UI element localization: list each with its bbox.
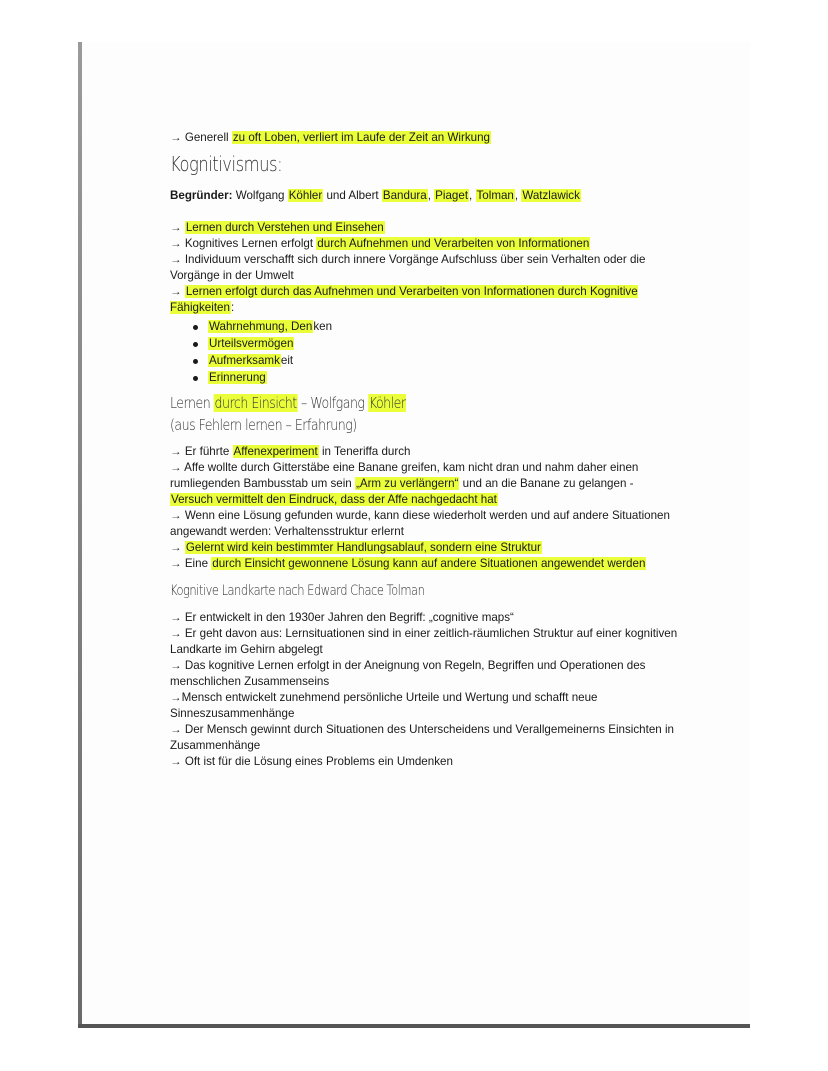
paragraph-line: → Er geht davon aus: Lernsituationen sind in einer zeitlich-räumlichen Struktur auf einer kognitiven Landkarte im Gehirn abgelegt [170, 627, 678, 656]
paragraph-line: →Mensch entwickelt zunehmend persönliche Urteile und Wertung und schafft neue Sinneszusammenhänge [170, 691, 598, 720]
paragraph-line: Versuch vermittelt den Eindruck, dass der Affe nachgedacht hat [171, 493, 497, 506]
paragraph-line: → Eine durch Einsicht gewonnene Lösung kann auf andere Situationen angewendet werden [170, 557, 646, 570]
section-title-einsicht: Lernen durch Einsicht – Wolfgang Köhler [170, 394, 406, 412]
intro-line: → Generell zu oft Loben, verliert im Laufe der Zeit an Wirkung [170, 131, 490, 144]
list-item: Erinnerung [188, 369, 690, 386]
founders-line: Begründer: Wolfgang Köhler und Albert Bandura, Piaget, Tolman, Watzlawick [170, 189, 580, 202]
paragraph-line: → Oft ist für die Lösung eines Problems ein Umdenken [170, 755, 453, 768]
paragraph-line: → Er entwickelt in den 1930er Jahren den Begriff: „cognitive maps“ [170, 611, 514, 624]
paragraph-line: → Das kognitive Lernen erfolgt in der Aneignung von Regeln, Begriffen und Operationen des menschlichen Zusammenseins [170, 659, 646, 688]
scan-shadow-bottom [78, 1024, 750, 1028]
paragraph-line: → Gelernt wird kein bestimmter Handlungsablauf, sondern eine Struktur [170, 541, 541, 554]
abilities-list [188, 318, 690, 386]
paragraph-line: → Lernen erfolgt durch das Aufnehmen und Verarbeiten von Informationen durch Kognitive Fähigkeiten: [170, 285, 638, 314]
paragraph-line: → Wenn eine Lösung gefunden wurde, kann diese wiederholt werden und auf andere Situationen angewandt werden: Verhaltensstruktur erlernt [170, 509, 670, 538]
paragraph-line: → Lernen durch Verstehen und Einsehen [170, 221, 384, 234]
list-item: Wahrnehmung, Denken [188, 318, 690, 335]
list-item: Aufmerksamkeit [188, 352, 690, 369]
section-subtitle: (aus Fehlern lernen – Erfahrung) [170, 416, 357, 434]
paragraph-line: → Er führte Affenexperiment in Teneriffa durch [170, 445, 411, 458]
section-title-tolman: Kognitive Landkarte nach Edward Chace Tolman [170, 583, 425, 599]
document-content [170, 130, 690, 770]
paragraph-line: → Individuum verschafft sich durch innere Vorgänge Aufschluss über sein Verhalten oder die Vorgänge in der Umwelt [170, 253, 646, 282]
paragraph-line: → Der Mensch gewinnt durch Situationen des Unterscheidens und Verallgemeinerns Einsichten in Zusammenhänge [170, 723, 674, 752]
list-item: Urteilsvermögen [188, 335, 690, 352]
paragraph-line: → Affe wollte durch Gitterstäbe eine Banane greifen, kam nicht dran und nahm daher einen rumliegenden Bambusstab um sein „Arm zu verlängern“ und an die Banane zu gelangen - [170, 461, 639, 490]
paragraph-line: → Kognitives Lernen erfolgt durch Aufnehmen und Verarbeiten von Informationen [170, 237, 590, 250]
section-title-kognitivismus: Kognitivismus: [170, 152, 283, 176]
